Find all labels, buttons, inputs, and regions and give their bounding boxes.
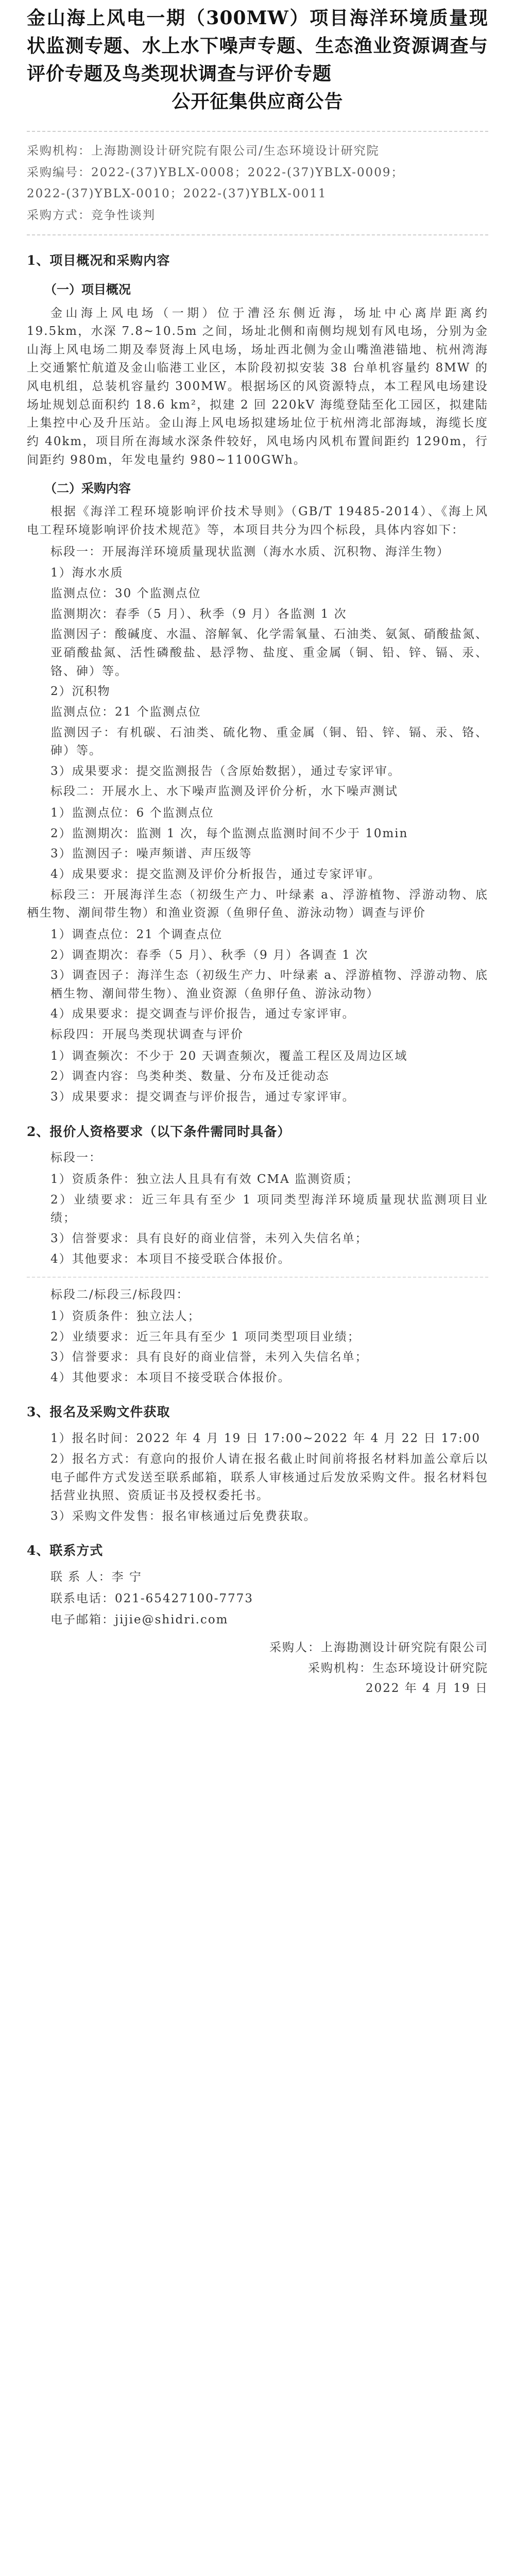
sign-buyer-value: 上海勘测设计研究院有限公司 xyxy=(321,1641,488,1655)
lot1-sediment-factors: 监测因子：有机碳、石油类、硫化物、重金属（铜、铅、锌、镉、汞、铬、砷）等。 xyxy=(50,725,488,758)
meta-method xyxy=(27,207,488,225)
procure-heading: （二）采购内容 xyxy=(44,481,131,496)
qual-lot234-heading: 标段二/标段三/标段四： xyxy=(50,1288,190,1302)
qual-lot234-item: 2）业绩要求：近三年具有至少 1 项同类型项目业绩； xyxy=(50,1330,360,1344)
meta-number-cont xyxy=(27,185,488,204)
qual-lot1-item: 2）业绩要求：近三年具有至少 1 项同类型海洋环境质量现状监测项目业绩； xyxy=(50,1193,488,1225)
meta-org-value: 上海勘测设计研究院有限公司/生态环境设计研究院 xyxy=(91,144,380,158)
lot1-water-factors: 监测因子：酸碱度、水温、溶解氧、化学需氧量、石油类、氨氮、硝酸盐氮、亚硝酸盐氮、活性磷酸盐、悬浮物、盐度、重金属（铜、铅、锌、镉、汞、铬、砷）等。 xyxy=(50,628,488,678)
divider xyxy=(27,1277,488,1278)
lot3-title: 标段三：开展海洋生态（初级生产力、叶绿素 a、浮游植物、浮游动物、底栖生物、潮间带生物）和渔业资源（鱼卵仔鱼、游泳动物）调查与评价 xyxy=(27,888,488,920)
title-sub: 公开征集供应商公告 xyxy=(171,91,344,112)
lot4-content: 2）调查内容：鸟类种类、数量、分布及迁徙动态 xyxy=(50,1070,330,1083)
sign-buyer-label: 采购人： xyxy=(269,1641,321,1655)
sign-date: 2022 年 4 月 19 日 xyxy=(366,1682,488,1696)
spacer xyxy=(27,1633,488,1637)
contact-email-label: 电子邮箱： xyxy=(50,1613,115,1627)
meta-number-label: 采购编号： xyxy=(27,165,91,179)
overview-heading: （一）项目概况 xyxy=(44,282,131,297)
lot1-deliverable: 3）成果要求：提交监测报告（含原始数据），通过专家评审。 xyxy=(50,764,401,778)
lot4-frequency: 1）调查频次：不少于 20 天调查频次，覆盖工程区及周边区域 xyxy=(50,1049,408,1063)
meta-number-line1: 2022-(37)YBLX-0008；2022-(37)YBLX-0009； xyxy=(91,165,404,179)
contact-email-value[interactable]: jijie@shidri.com xyxy=(115,1613,229,1627)
contact-person-value: 李 宁 xyxy=(111,1570,142,1584)
meta-org xyxy=(27,142,488,161)
section-3-heading: 3、报名及采购文件获取 xyxy=(27,1404,170,1420)
sign-agency xyxy=(27,1659,488,1678)
qual-lot234-item: 3）信誉要求：具有良好的商业信誉，未列入失信名单； xyxy=(50,1350,368,1364)
section-2-heading: 2、报价人资格要求（以下条件需同时具备） xyxy=(27,1124,291,1139)
qual-lot234-item: 1）资质条件：独立法人； xyxy=(50,1309,201,1323)
contact-phone xyxy=(50,1590,488,1608)
meta-number-line2: 2022-(37)YBLX-0010；2022-(37)YBLX-0011 xyxy=(27,187,327,201)
qual-lot1-heading: 标段一： xyxy=(50,1151,102,1165)
procure-intro: 根据《海洋工程环境影响评价技术导则》（GB/T 19485-2014）、《海上风电工程环境影响评价技术规范》等，本项目共分为四个标段，具体内容如下： xyxy=(27,505,488,537)
qual-lot1-item: 1）资质条件：独立法人且具有有效 CMA 监测资质； xyxy=(50,1173,359,1187)
section-1-heading: 1、项目概况和采购内容 xyxy=(27,252,170,268)
qual-lot1-item: 3）信誉要求：具有良好的商业信誉，未列入失信名单； xyxy=(50,1231,368,1245)
section-4-heading: 4、联系方式 xyxy=(27,1543,104,1558)
meta-org-label: 采购机构： xyxy=(27,144,91,158)
reg-time: 1）报名时间：2022 年 4 月 19 日 17:00~2022 年 4 月 22 日 17:00 xyxy=(50,1432,481,1446)
lot4-title: 标段四：开展鸟类现状调查与评价 xyxy=(50,1028,244,1042)
lot2-title: 标段二：开展水上、水下噪声监测及评价分析，水下噪声测试 xyxy=(50,785,398,799)
meta-number xyxy=(27,164,488,182)
lot3-points: 1）调查点位：21 个调查点位 xyxy=(50,927,223,941)
page-title xyxy=(27,4,488,115)
lot2-factors: 3）监测因子：噪声频谱、声压级等 xyxy=(50,847,252,861)
meta-method-value: 竞争性谈判 xyxy=(91,208,156,222)
qual-lot234-item: 4）其他要求：本项目不接受联合体报价。 xyxy=(50,1370,291,1384)
sign-agency-label: 采购机构： xyxy=(308,1661,372,1675)
lot1-water-periods: 监测期次：春季（5 月）、秋季（9 月）各监测 1 次 xyxy=(50,607,347,621)
meta-method-label: 采购方式： xyxy=(27,208,91,222)
qual-lot1-item: 4）其他要求：本项目不接受联合体报价。 xyxy=(50,1252,291,1266)
lot2-points: 1）监测点位：6 个监测点位 xyxy=(50,806,214,820)
overview-paragraph: 金山海上风电场（一期）位于漕泾东侧近海，场址中心离岸距离约 19.5km，水深 7.8~10.5m 之间，场址北侧和南侧均规划有风电场，分别为金山海上风电场二期及奉贤海上风电场，场址西北侧为金山嘴渔港锚地、杭州湾海上交通繁忙航道及金山临港工业区，本阶段初拟安装 38 台单机容量约 8MW 的风电机组，总装机容量约 300MW。根据场区的风资源特点，本工程风电场建设场址规划总面积约 18.6 km²，拟建 2 回 220kV 海缆登陆至化工园区，拟建陆上集控中心及升压站。金山海上风电场拟建场址位于杭州湾北部海域，海缆长度约 40km，项目所在海域水深条件较好，风电场内风机布置间距约 1290m，行间距约 980m，年发电量约 980~1100GWh。 xyxy=(27,306,488,467)
meta-block xyxy=(27,131,488,235)
lot1-water-points: 监测点位：30 个监测点位 xyxy=(50,587,201,601)
lot2-deliverable: 4）成果要求：提交监测及评价分析报告，通过专家评审。 xyxy=(50,867,381,881)
lot4-deliverable: 3）成果要求：提交调查与评价报告，通过专家评审。 xyxy=(50,1090,355,1104)
lot2-periods: 2）监测期次：监测 1 次，每个监测点监测时间不少于 10min xyxy=(50,826,408,840)
contact-person-label: 联 系 人： xyxy=(50,1570,112,1584)
sign-agency-value: 生态环境设计研究院 xyxy=(372,1661,488,1675)
lot3-deliverable: 4）成果要求：提交调查与评价报告，通过专家评审。 xyxy=(50,1007,355,1021)
lot3-periods: 2）调查期次：春季（5 月）、秋季（9 月）各调查 1 次 xyxy=(50,948,369,962)
lot1-sediment-heading: 2）沉积物 xyxy=(50,685,111,699)
title-main: 金山海上风电一期（300MW）项目海洋环境质量现状监测专题、水上水下噪声专题、生态渔业资源调查与评价专题及鸟类现状调查与评价专题 xyxy=(27,7,488,84)
sign-buyer xyxy=(27,1639,488,1657)
lot3-factors: 3）调查因子：海洋生态（初级生产力、叶绿素 a、浮游植物、浮游动物、底栖生物、潮间带生物）、渔业资源（鱼卵仔鱼、游泳动物） xyxy=(50,969,488,1001)
contact-phone-value: 021-65427100-7773 xyxy=(115,1591,254,1605)
doc-note: 3）采购文件发售：报名审核通过后免费获取。 xyxy=(50,1509,317,1523)
lot1-water-heading: 1）海水水质 xyxy=(50,566,124,580)
contact-person xyxy=(50,1568,488,1587)
reg-method: 2）报名方式：有意向的报价人请在报名截止时间前将报名材料加盖公章后以电子邮件方式发送至联系邮箱，联系人审核通过后发放采购文件。报名材料包括营业执照、资质证书及授权委托书。 xyxy=(50,1452,488,1503)
lot1-title: 标段一：开展海洋环境质量现状监测（海水水质、沉积物、海洋生物） xyxy=(50,545,450,558)
contact-email xyxy=(50,1611,488,1630)
contact-phone-label: 联系电话： xyxy=(50,1591,115,1605)
lot1-sediment-points: 监测点位：21 个监测点位 xyxy=(50,705,201,719)
